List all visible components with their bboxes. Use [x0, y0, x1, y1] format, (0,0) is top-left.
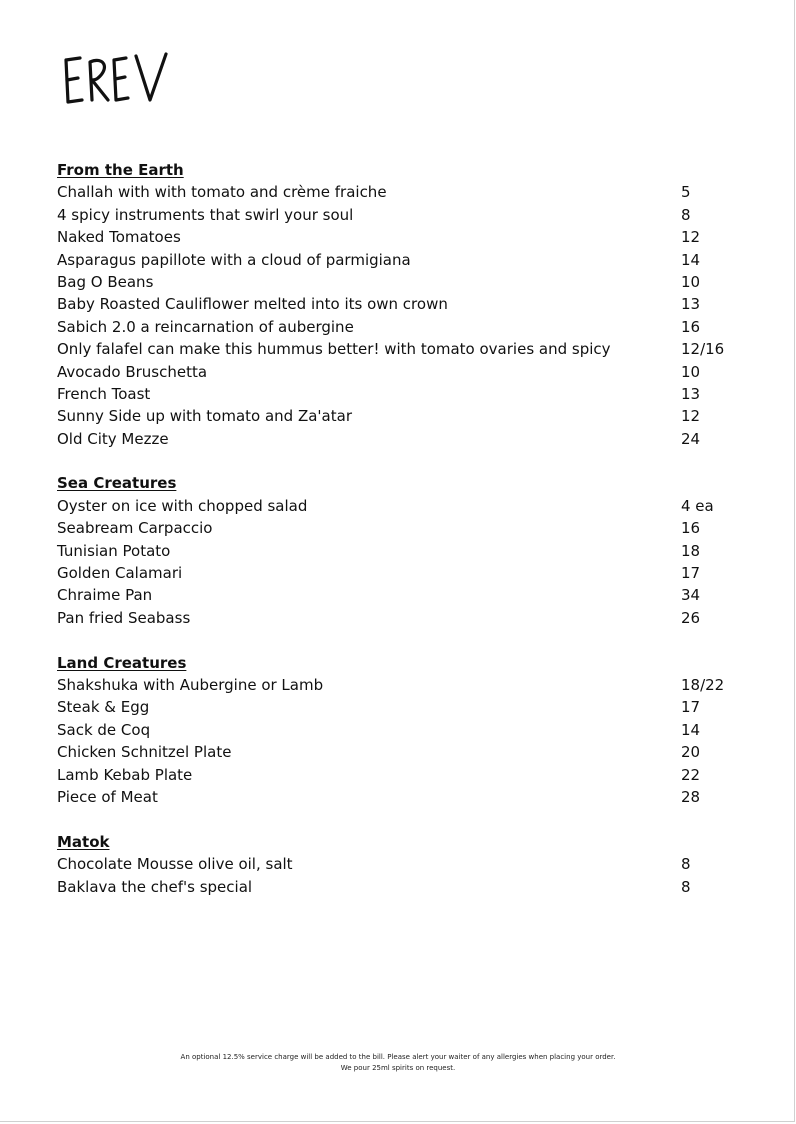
menu-item: [57, 876, 737, 898]
menu-item: [57, 271, 737, 293]
menu-item: [57, 764, 737, 786]
menu-item: [57, 316, 737, 338]
item-name: Sack de Coq: [57, 720, 151, 739]
section-title: Matok: [57, 832, 110, 851]
item-price: 5: [681, 183, 691, 202]
item-name: Oyster on ice with chopped salad: [57, 496, 308, 515]
menu-item: [57, 853, 737, 875]
menu-item: [57, 405, 737, 427]
item-name: Old City Mezze: [57, 429, 169, 448]
menu-section-land-creatures: [57, 652, 737, 809]
item-price: 8: [681, 205, 691, 224]
menu-list: [57, 159, 737, 920]
item-price: 16: [681, 519, 701, 538]
footer-service-charge: An optional 12.5% service charge will be added to the bill. Please alert your waiter of any allergies when placing your order.: [180, 1053, 616, 1061]
item-name: Avocado Bruschetta: [57, 362, 208, 381]
menu-item: [57, 204, 737, 226]
menu-item: [57, 226, 737, 248]
menu-item: [57, 249, 737, 271]
menu-item: [57, 428, 737, 450]
item-name: Tunisian Potato: [57, 541, 171, 560]
brand-logo-graphic: [62, 50, 182, 110]
item-price: 10: [681, 362, 701, 381]
item-price: 17: [681, 698, 701, 717]
item-price: 12: [681, 407, 701, 426]
menu-item: [57, 674, 737, 696]
menu-section-sea-creatures: [57, 472, 737, 629]
item-price: 20: [681, 743, 701, 762]
menu-item: [57, 607, 737, 629]
item-price: 28: [681, 787, 701, 806]
menu-item: [57, 517, 737, 539]
item-price: 34: [681, 586, 701, 605]
menu-item: [57, 540, 737, 562]
menu-item: [57, 293, 737, 315]
item-name: Golden Calamari: [57, 564, 183, 583]
menu-item: [57, 361, 737, 383]
menu-item: [57, 719, 737, 741]
item-price: 10: [681, 272, 701, 291]
item-price: 26: [681, 608, 701, 627]
item-name: Naked Tomatoes: [57, 228, 181, 247]
item-price: 18: [681, 541, 701, 560]
footer-spirits-note: We pour 25ml spirits on request.: [340, 1063, 456, 1072]
item-price: 17: [681, 564, 701, 583]
item-name: Baby Roasted Cauliflower melted into its own crown: [57, 295, 448, 314]
menu-item: [57, 786, 737, 808]
item-name: Shakshuka with Aubergine or Lamb: [57, 675, 324, 694]
item-price: 14: [681, 720, 701, 739]
item-name: Chocolate Mousse olive oil, salt: [57, 855, 293, 874]
item-price: 14: [681, 250, 701, 269]
item-price: 13: [681, 384, 701, 403]
menu-item: [57, 338, 737, 360]
menu-item: [57, 562, 737, 584]
item-name: Sunny Side up with tomato and Za'atar: [57, 407, 352, 426]
menu-item: [57, 741, 737, 763]
item-name: Only falafel can make this hummus better! with tomato ovaries and spicy: [57, 340, 611, 359]
item-price: 13: [681, 295, 701, 314]
menu-section-from-the-earth: [57, 159, 737, 450]
item-name: Pan fried Seabass: [57, 608, 191, 627]
item-price: 12: [681, 228, 701, 247]
item-price: 24: [681, 429, 701, 448]
item-name: Steak & Egg: [57, 698, 150, 717]
item-price: 4 ea: [681, 496, 714, 515]
brand-logo: [62, 50, 182, 110]
section-title: From the Earth: [57, 161, 184, 179]
item-name: Seabream Carpaccio: [57, 519, 213, 538]
item-name: Lamb Kebab Plate: [57, 765, 193, 784]
item-name: Piece of Meat: [57, 787, 158, 806]
item-name: 4 spicy instruments that swirl your soul: [57, 205, 354, 224]
menu-section-matok: [57, 831, 737, 898]
footer-note: [0, 1052, 796, 1073]
item-price: 22: [681, 765, 701, 784]
item-name: Chraime Pan: [57, 586, 153, 605]
item-name: Chicken Schnitzel Plate: [57, 743, 232, 762]
section-title: Sea Creatures: [57, 474, 177, 493]
item-price: 8: [681, 855, 691, 874]
item-name: Bag O Beans: [57, 272, 154, 291]
section-title: Land Creatures: [57, 653, 187, 672]
item-name: Sabich 2.0 a reincarnation of aubergine: [57, 317, 354, 336]
item-price: 12/16: [681, 340, 725, 359]
item-price: 16: [681, 317, 701, 336]
item-name: Asparagus papillote with a cloud of parmigiana: [57, 250, 411, 269]
item-name: Baklava the chef's special: [57, 877, 253, 896]
item-price: 18/22: [681, 675, 725, 694]
item-name: Challah with with tomato and crème fraiche: [57, 183, 387, 202]
item-price: 8: [681, 877, 691, 896]
menu-item: [57, 495, 737, 517]
menu-item: [57, 696, 737, 718]
item-name: French Toast: [57, 384, 151, 403]
menu-item: [57, 181, 737, 203]
menu-item: [57, 584, 737, 606]
menu-item: [57, 383, 737, 405]
